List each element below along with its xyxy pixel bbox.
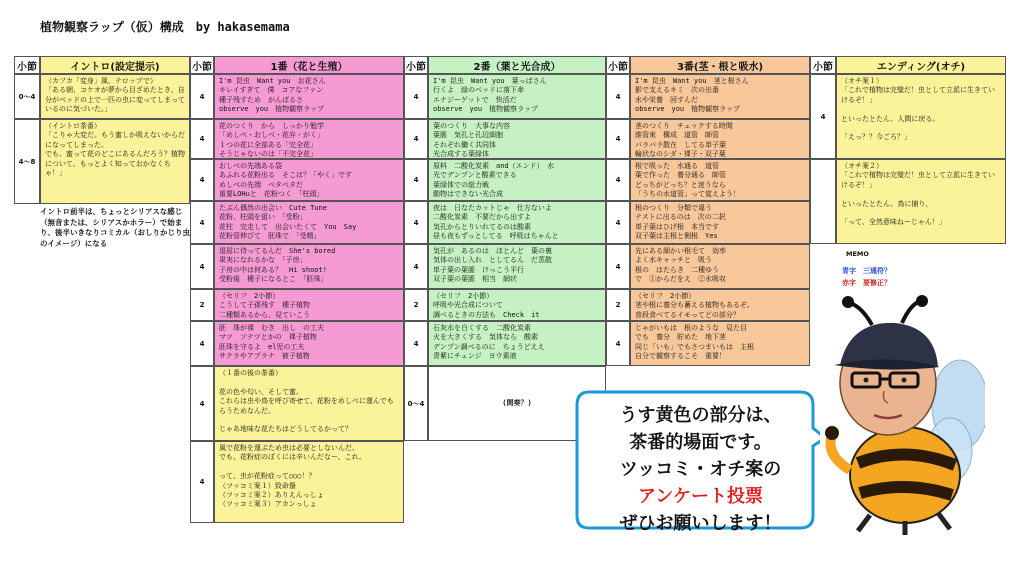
- b1-row-8-lyrics: （１番の後の茶番） 花の色や匂い、そして蜜。 これらは虫や鳥を呼び寄せて、花粉をめしべに運んでもらうためなんだ。 じゃあ地味な花たちはどうしてるかって？: [214, 366, 404, 441]
- header-shosetsu-b2: 小節: [404, 56, 428, 74]
- b1-row-5-lyrics: 退屈に待ってるんだ She's bored 果実になれるかな 「子房」 子房の中は何ある？ Hi shoot! 受粉後 種子になるとこ 「胚珠」: [214, 244, 404, 289]
- intro-row-1-bars: 0〜4: [14, 74, 40, 119]
- header-shosetsu-b3: 小節: [606, 56, 630, 74]
- bee-character-illustration: [810, 295, 985, 535]
- b3-row-3-lyrics: 根で吸った 水通る 道管 葉で作った 養分通る 師管 どっちがどっち？と迷うなら 「うちの水道管」って覚えよう！: [630, 159, 810, 201]
- b1-row-2-lyrics: 花のつくり から しっかり勉学 「めしべ・おしべ・花弁・がく」 １つの花に全部ある「完全花」 そうじゃないのは「不完全花」: [214, 119, 404, 159]
- header-shosetsu-ending: 小節: [810, 56, 836, 74]
- b2-row-2-lyrics: 葉のつくり 大事な内容 葉脈 気孔と孔辺細胞 それぞれ働く共同体 光合成する葉緑体: [428, 119, 606, 159]
- memo-title: MEMO: [846, 250, 869, 258]
- b1-row-1-lyrics: I'm 昆虫 Want you お花さん キレイすぎて 僕 コアなファン 種子残すため がんばるさ observe you 植物観察ラップ: [214, 74, 404, 119]
- intro-row-1-text: （カフカ「変身」風、テロップで） 「ある朝、コケオが夢から目ざめたとき、自分がベッドの上で一匹の虫に変ってしまっているのに気づいた。」: [40, 74, 190, 119]
- b3-row-4-lyrics: 根のつくり 分類で違う テストに出るのは 次の二択 単子葉はひげ根 本当です 双子葉は主根と側根 Yes: [630, 201, 810, 244]
- header-shosetsu-intro: 小節: [14, 56, 40, 74]
- b2-row-4-bars: 4: [404, 201, 428, 244]
- ending-row-1-text: （オチ案１） 「これで植物は完璧だ！虫として立派に生きていけるぞ！」 といったとたん、人間に戻る。 「えっ？？今ごろ？」: [836, 74, 1006, 159]
- header-b2: 2番（葉と光合成）: [428, 56, 606, 74]
- header-shosetsu-b1: 小節: [190, 56, 214, 74]
- b3-row-5-bars: 4: [606, 244, 630, 289]
- header-b1: 1番（花と生殖）: [214, 56, 404, 74]
- ending-bars-2: [810, 159, 836, 244]
- b3-row-4-bars: 4: [606, 201, 630, 244]
- memo-blue: 青字 三通符？: [842, 267, 891, 275]
- b3-row-3-bars: 4: [606, 159, 630, 201]
- callout-line-1: うす黄色の部分は、: [619, 405, 782, 426]
- b1-row-3-bars: 4: [190, 159, 214, 201]
- b3-row-5-lyrics: 先にある細かい根毛て 効率 よく水キャッチと 吸う 根の はたらき 二種ゆう で ①からだをえ ②水吸収: [630, 244, 810, 289]
- b1-row-9-lyrics: 風で花粉を運ぶため虫は必要としないんだ。 でも、花粉症のぼくには辛いんだなー、これ。 って、虫が花粉症って○○○！？ （ツッコミ案１）致命傷 （ツッコミ案２）ありえんっしょ （ツッコミ案３）アカンっしょ: [214, 441, 404, 523]
- callout-line-4: アンケート投票: [638, 486, 763, 507]
- b2-row-1-lyrics: I'm 昆虫 Want you 葉っぱさん 行くよ 緑のベッドに落下傘 エナジーゲットで 快活だ observe you 植物観察ラップ: [428, 74, 606, 119]
- b3-row-7-lyrics: じゃがいもは 根のような 見た目 でも 養分 貯めた 地下茎 同じ「いも」でもさつまいもは 主根 自分で観察するこそ 重要！: [630, 321, 810, 366]
- b2-row-1-bars: 4: [404, 74, 428, 119]
- b1-row-8-bars: 4: [190, 366, 214, 441]
- b3-row-2-bars: 4: [606, 119, 630, 159]
- b1-row-5-bars: 4: [190, 244, 214, 289]
- memo-red: 赤字 要修正？: [842, 279, 891, 287]
- b2-interlude: (間奏？): [428, 366, 606, 441]
- b2-row-3-lyrics: 原料 二酸化炭素 and（エンド） 水 光でデンプンと酸素できる 葉緑体での総力戦 動物はできない光合成: [428, 159, 606, 201]
- b1-row-9-bars: 4: [190, 441, 214, 523]
- b2-row-5-lyrics: 気孔が あるのは ほとんど 葉の裏 気体の出し入れ としてるん だ蒸散 単子葉の葉脈 けっこう平行 双子葉の葉脈 相当 網状: [428, 244, 606, 289]
- intro-row-2-text: （イントロ茶番） 「こりゃ大変だ。もう蜜しか吸えないからだになってしまった。 でも、蜜って花のどこにあるんだろう？植物について、もっとよく知っておかなくちゃ！」: [40, 119, 190, 204]
- b1-row-1-bars: 4: [190, 74, 214, 119]
- b1-row-7-bars: 4: [190, 321, 214, 366]
- b2-row-6-bars: 2: [404, 289, 428, 321]
- ending-bars: 4: [810, 74, 836, 159]
- header-intro: イントロ(設定提示): [40, 56, 190, 74]
- b1-row-4-lyrics: たぶん偶然の出会い Cute Tune 花粉、柱頭を狙い 「受粉」 花柱 完走して 出会いたくて You Say 花粉管伸びて 胚珠で 「受精」: [214, 201, 404, 244]
- callout-line-5: ぜひお願いします！: [619, 513, 782, 534]
- b3-row-6-lyrics: （セリフ 2小節） 茎や根に養分も蓄える植物もあるぞ。 普段食べてるイモってどの部分？: [630, 289, 810, 321]
- b2-row-3-bars: 4: [404, 159, 428, 201]
- b1-row-4-bars: 4: [190, 201, 214, 244]
- b2-row-4-lyrics: 夜は 日なたカットじゃ 仕方ないよ 二酸化炭素 不要だから出すよ 気孔からとりいれてるのは酸素 昼も夜もずっとしてる 呼吸はちゃんと: [428, 201, 606, 244]
- callout-line-3: ツッコミ・オチ案の: [619, 459, 782, 480]
- b3-row-6-bars: 2: [606, 289, 630, 321]
- b3-row-2-lyrics: 茎のつくり チェックする時間 維管束 構成 道管 師管 バラバラ散在 してる単子葉 輪状なのシダ・裸子・双子葉: [630, 119, 810, 159]
- callout-message: [588, 402, 813, 537]
- ending-row-2-text: （オチ案２） 「これで植物は完璧だ！虫として立派に生きていけるぞ！」 といったとたん、鳥に捕り、 「って、全然意味ねーじゃん！」: [836, 159, 1006, 244]
- b1-row-6-lyrics: （セリフ 2小節） こうして子孫残す 種子植物 二種類あるから、見ていこう: [214, 289, 404, 321]
- b1-row-2-bars: 4: [190, 119, 214, 159]
- header-ending: エンディング(オチ): [836, 56, 1006, 74]
- b3-row-1-lyrics: I'm 昆虫 Want you 茎と根さん 影で支えるキミ 次の出番 水や栄養 回すんだ observe you 植物観察ラップ: [630, 74, 810, 119]
- intro-row-2-bars: 4〜8: [14, 119, 40, 204]
- b2-row-5-bars: 4: [404, 244, 428, 289]
- header-b3: 3番(茎・根と吸水): [630, 56, 810, 74]
- page-title: 植物観察ラップ（仮）構成 by hakasemama: [40, 20, 290, 34]
- b1-row-6-bars: 2: [190, 289, 214, 321]
- b1-row-7-lyrics: 胚 珠が裸 むき 出し の工夫 マツ ソテツとかの 裸子植物 胚珠を守るよ el児の工夫 サクラやアブラナ 被子植物: [214, 321, 404, 366]
- b2-row-7-bars: 4: [404, 321, 428, 366]
- b2-row-7-lyrics: 石灰水を白くする 二酸化炭素 火を大きくする 気体なら 酸素 デンプン調べるのに ちょうどええ 青紫にチェンジ ヨウ素液: [428, 321, 606, 366]
- b2-row-2-bars: 4: [404, 119, 428, 159]
- callout-line-2: 茶番的場面です。: [629, 432, 772, 453]
- intro-note: イントロ前半は、ちょっとシリアスな感じ（無音または、シリアスかホラー）で始まり、後半いきなりコミカル（おしりかじり虫のイメージ）になる: [40, 207, 190, 248]
- b3-row-7-bars: 4: [606, 321, 630, 366]
- b1-row-3-lyrics: おしべの先端ある袋 あふれる花粉出る そこは？「やく」です めしべの先端 ベタベタだ 重要LOHuと 花粉つく 「柱頭」: [214, 159, 404, 201]
- b3-row-1-bars: 4: [606, 74, 630, 119]
- b2-row-6-lyrics: （セリフ 2小節） 呼吸や光合成について 調べるときの方法も Check it: [428, 289, 606, 321]
- b2-mid-bars: 0〜4: [404, 366, 428, 441]
